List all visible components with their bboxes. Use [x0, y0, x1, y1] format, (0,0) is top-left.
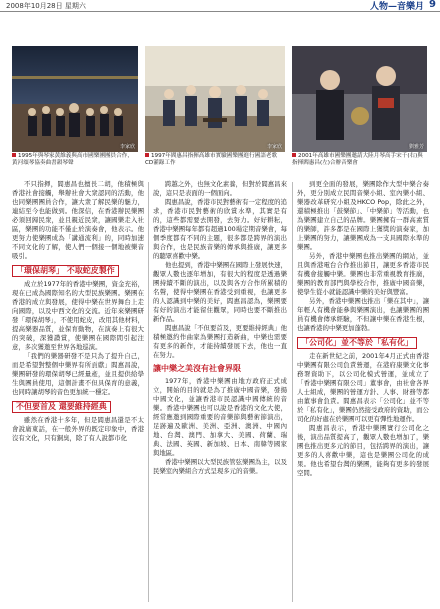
photo-credit: 劉雅芳: [408, 144, 424, 150]
caption-text: 2001年高雄市國樂團邀請大陸月琴高手宋千(右)與指揮閻惠昌(左)合辦音樂會: [292, 153, 423, 166]
photo-image: [292, 46, 427, 152]
article-column-1: [12, 180, 144, 602]
photo-image: [12, 46, 138, 152]
photo-credit: 李家欣: [119, 144, 135, 150]
photo-recording-1997: [145, 46, 285, 152]
caption-text: 1997年閻惠昌指揮高雄市實驗國樂團進行國語老歌CD灌錄工作: [145, 153, 278, 166]
paragraph: 閻惠昌表示，香港中樂團實行公司化之後，演出品質提高了，觀眾人數也增加了，樂團也推出更多元的節目，包括跨界的演出，讓更多的人喜歡中樂，這也是樂團公司化的成果。他也希望台灣的樂團，能夠有更多的發展空間。: [297, 424, 429, 477]
caption-1: [12, 153, 138, 175]
subheading: 「公司化」並不等於「私有化」: [297, 337, 417, 349]
paragraph: 另外，香港中樂團也推出樂團的網站，並且與香港電台合作推出節目，讓更多香港市民有機會接觸中樂。樂團也非常重視教育推廣，樂團的教育部門與學校合作，推廣中國音樂，使學生從小就能認識中樂的美好與豐富。: [297, 252, 429, 296]
paragraph: 香港中樂團以大型民族管弦樂團為主，以及民樂室內樂組合方式呈現多元的音樂。: [153, 458, 287, 475]
paragraph: 他也提到，香港中樂團在國際上發展快速，觀眾人數也逐年增加，有很大的程度是透過樂團持續不斷的演出，以及與各方合作所累積的名聲，使得中樂團在香港受到重視，也讓更多的人認識到中樂的美好，閻惠昌認為，樂團要有好的演出才能留住觀眾，同時也要不斷推出新作品。: [153, 261, 287, 323]
caption-2: [145, 153, 285, 175]
subheading: 不但要首及 還要維持經典: [12, 401, 111, 413]
caption-3: [292, 153, 427, 175]
paragraph: 另外，香港中樂團也推出「樂在其中」，讓年輕人有機會能參與樂團演出，也讓樂團的團員有機會傳承經驗，不但讓中樂在香港生根，也讓香港的中樂更加蓬勃。: [297, 297, 429, 332]
article-column-3: [297, 180, 429, 602]
paragraph: 走在新世紀之前，2001年4月正式由香港中樂團有限公司負責營運，在港府康樂文化事務署資助下，以公司化模式營運，並成立了「香港中樂團有限公司」董事會，由社會各界人士組成，樂團的營運方針、人事、財務等都由董事會負責。閻惠昌表示「公司化」並不等於「私有化」，樂團仍然接受政府的資助，而公司化的好處在於樂團可以更有彈性地運作。: [297, 352, 429, 423]
paragraph: 不只指揮，閻惠昌也擅長二胡，他積極與香港社會接觸，舉辦社會大衆認同的活動，他也同樂團團員合作，讓大衆了解民樂的魅力，連結至今也能做到。他深信，在香港辦民樂團必須回歸民衆，並且親近民衆，讓國樂走入社區，樂團的功能不僅止於演奏會，他表示。他更努力使樂團成為「講通流利」的，同時加速不同文化的了解，使人們一個接一個地被樂音吸引。: [12, 180, 144, 260]
caption-marker-icon: [145, 153, 149, 157]
caption-marker-icon: [12, 153, 16, 157]
page-number: 9: [429, 0, 436, 10]
paragraph: 閻惠昌說，香港市民對藝術有一定程度的追求，香港市民對藝術的欣賞水準，其實是有的，這些都需要去開發，去努力。好好耕耘，香港中樂團每年都有超過100場定期音樂會，每個季度都有不同的主題，很多都是跨界的演出與合作，也是民族音樂的傳承與推廣，讓更多的聽眾喜歡中樂。: [153, 198, 287, 260]
photo-concert-1995: [12, 46, 138, 152]
caption-text: 1995年與琴家黃維義與高市國樂團團員合作，黃河頌琴協奏曲書韻琴聲: [12, 153, 133, 166]
caption-marker-icon: [292, 153, 296, 157]
article-column-2: [153, 180, 287, 602]
subheading: 「環保胡琴」 不取蛇皮製作: [12, 265, 119, 277]
paragraph: 1977年，香港中樂團由地方政府正式成立，開始的目的就是為了推廣中國音樂，發揚中國文化，並讓香港市民認識中國傳統的音樂。香港中樂團也可以說是香港的文化大使，經常應邀到國際重要的音樂節與藝術節演出，足跡遍及歐洲、美洲、亞洲、澳洲、中國內地、台灣、澳門、加拿大、美國、荷蘭、瑞典、法國、英國、新加坡、日本、南韓等國家與地區。: [153, 377, 287, 457]
column-divider: [292, 182, 293, 602]
photo-credit: 李家欣: [266, 144, 282, 150]
paragraph: 到更全面的發展，樂團除作大型中樂合奏外，更分別成立民間音樂小組、室內樂小組、樂器改革研究小組及HKCO Pop，除此之外，還積極推出「鼓樂節」、「中樂節」等活動，也為樂團建立自己的品牌。樂團擁有一群高素質的樂師，許多都是在國際上獲獎的演奏家，加上樂團的努力，讓樂團成為一支具國際水準的樂團。: [297, 180, 429, 251]
paragraph: 雖然在香港十多年，但是閻惠昌還是不太會說廣東話，在一般外界的既定印象中，香港沒有文化，只有銅臭，除了有人說都市化: [12, 416, 144, 442]
column-divider: [148, 182, 149, 602]
paragraph: 成立於1977年的香港中樂團，資金充裕，現在已成為國際知名的大型民族樂團。樂團在香港的成立與發展，使得中樂在世界舞台上走向國際，以及中西文化的交流。近年來樂團研發「環保胡琴」，不使用蛇皮，改用其他材料，提高樂器品質，並保育動物，在演奏上有很大的突破，深獲讚賞，使樂團在國際間引起注意，多次獲邀至世界各地巡演。: [12, 280, 144, 351]
photo-image: [145, 46, 285, 152]
paragraph: 跨越之外，也無文化素養，但對於閻惠昌來說，這只是表面的一個面向。: [153, 180, 287, 197]
section-title: 人物—音樂月: [369, 2, 424, 12]
page-header: [0, 0, 440, 12]
subheading: 讓中樂之美沒有社會界限: [153, 364, 241, 373]
paragraph: 閻惠昌說「不但要首及，更要維持經典」他積極邀約作曲家為樂團打造新曲，中樂也需要有更多的新作，才能持續發展下去，他也一直在努力。: [153, 324, 287, 359]
issue-date: 2008年10月28日 星期六: [6, 2, 86, 10]
photo-concert-2001: [292, 46, 427, 152]
paragraph: 「我們的樂器研發不是只為了提升自己，而是希望對整個中樂界有所貢獻」閻惠昌說，樂團研發的環保胡琴已經量產，並且提供給學生與團員使用，這個計畫不但具保育的意義，也同時讓胡琴的音色更加統一穩定。: [12, 352, 144, 396]
